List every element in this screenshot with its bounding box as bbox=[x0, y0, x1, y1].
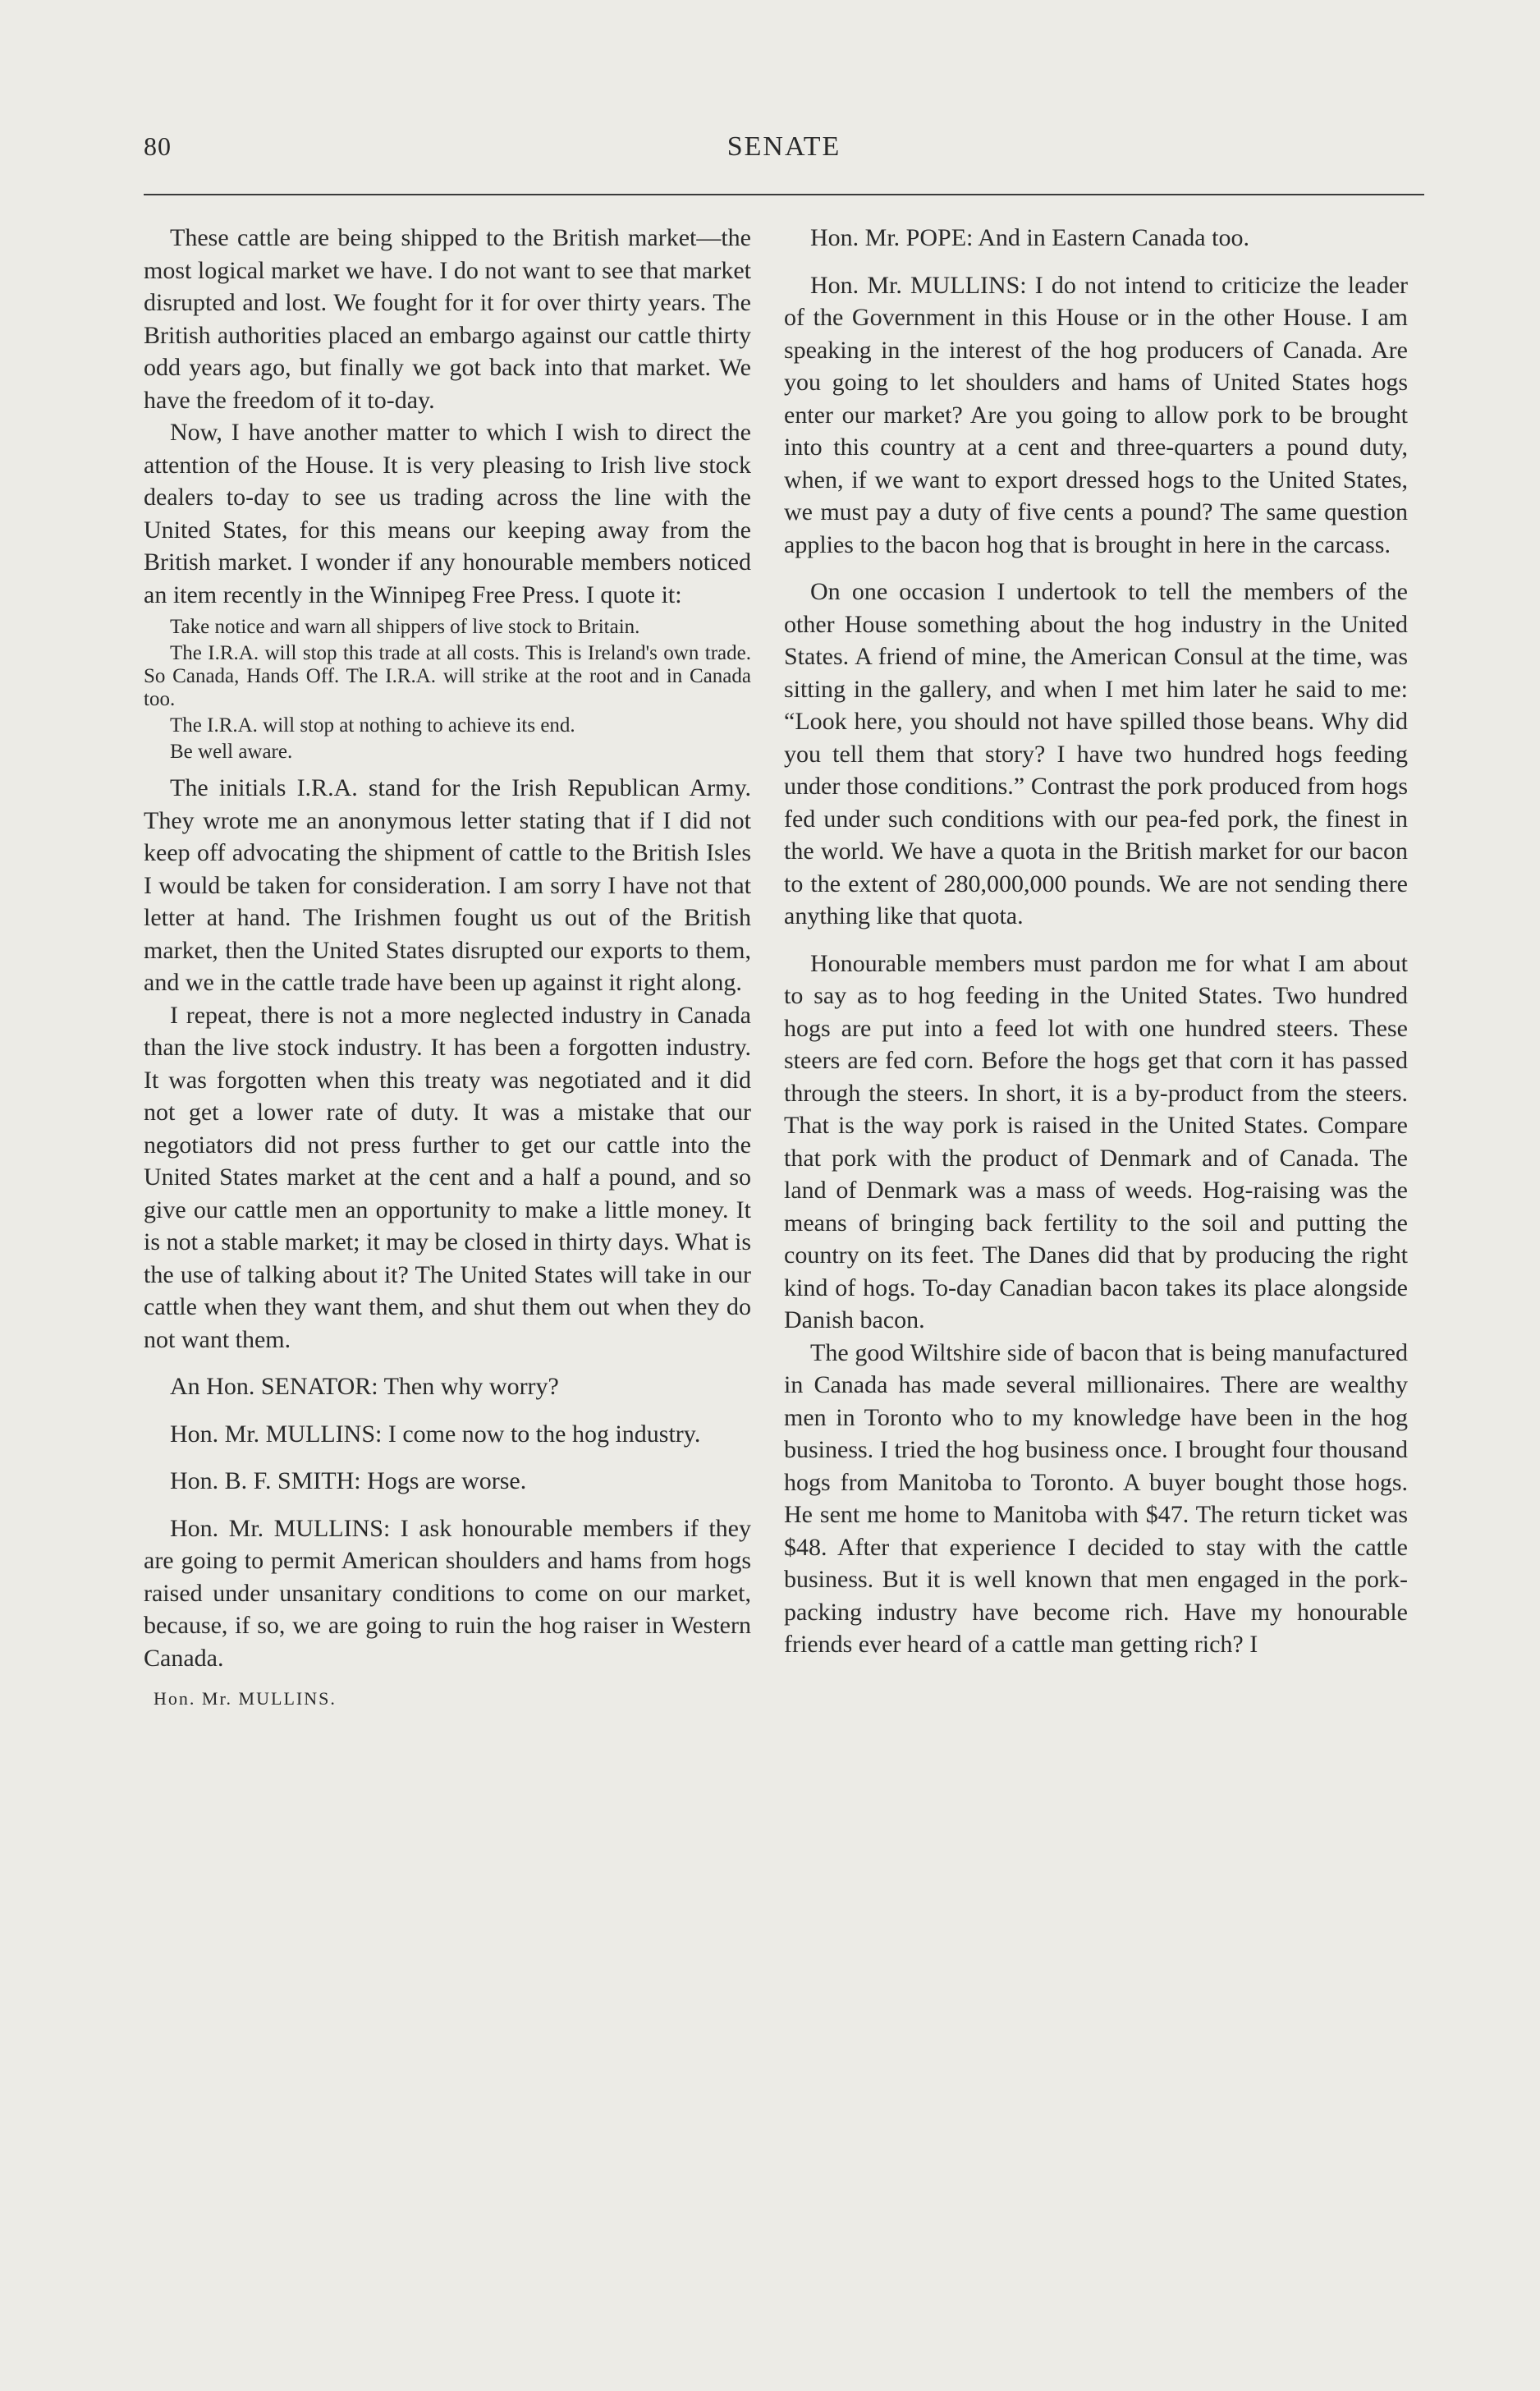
quote-line: The I.R.A. will stop at nothing to achieve its end. bbox=[170, 714, 575, 737]
left-column bbox=[144, 222, 751, 1715]
speech-line: Hon. Mr. MULLINS: I ask honourable members if they are going to permit American shoulders and hams from hogs raised under unsanitary conditions to come on our market, because, if so, we are going to ruin the hog raiser in Western Canada. bbox=[144, 1514, 751, 1672]
quote-line: Take notice and warn all shippers of live stock to Britain. bbox=[170, 616, 640, 638]
paragraph: I repeat, there is not a more neglected industry in Canada than the live stock industry. It has been a forgotten industry. It was forgotten when this treaty was negotiated and it did not get a lower rate of duty. It was a mistake that our negotiators did not press further to get our cattle into the United States market at the cent and a half a pound, and so give our cattle men an opportunity to make a little money. It is not a stable market; it may be closed in thirty days. What is the use of talking about it? The United States will take in our cattle when they want them, and shut them out when they do not want them. bbox=[144, 1001, 751, 1353]
speech-line: Hon. Mr. POPE: And in Eastern Canada too. bbox=[810, 224, 1249, 251]
speech-line: Hon. B. F. SMITH: Hogs are worse. bbox=[170, 1467, 527, 1494]
footer-speaker-name: Hon. Mr. MULLINS. bbox=[154, 1688, 337, 1709]
paragraph: Now, I have another matter to which I wish to direct the attention of the House. It is very pleasing to Irish live stock dealers to-day to see us trading across the line with the United States, for this means our keeping away from the British market. I wonder if any honourable members noticed an item recently in the Winnipeg Free Press. I quote it: bbox=[144, 419, 751, 608]
paragraph: The good Wiltshire side of bacon that is being manufactured in Canada has made several millionaires. There are wealthy men in Toronto who to my knowledge have been in the hog business. I tried the hog business once. I brought four thousand hogs from Manitoba to Toronto. A buyer bought those hogs. He sent me home to Manitoba with $47. The return ticket was $48. After that experience I decided to stay with the cattle business. But it is well known that men engaged in the pork-packing industry have become rich. Have my honourable friends ever heard of a cattle man getting rich? I bbox=[784, 1338, 1408, 1658]
paragraph: Honourable members must pardon me for what I am about to say as to hog feeding in the United States. Two hundred hogs are put into a feed lot with one hundred steers. These steers are fed corn. Before the hogs get that corn it has passed through the steers. In short, it is a by-product from the steers. That is the way pork is raised in the United States. Compare that pork with the product of Denmark and of Canada. The land of Denmark was a mass of weeds. Hog-raising was the means of bringing back fertility to the soil and putting the country on its feet. The Danes did that by producing the right kind of hogs. To-day Canadian bacon takes its place alongside Danish bacon. bbox=[784, 949, 1408, 1333]
right-column bbox=[784, 222, 1408, 1661]
quote-line: Be well aware. bbox=[170, 741, 293, 763]
paragraph: Hon. Mr. MULLINS: I do not intend to criticize the leader of the Government in this House or in the other House. I am speaking in the interest of the hog producers of Canada. Are you going to let shoulders and hams of United States hogs enter our market? Are you going to allow pork to be brought into this country at a cent and three-quarters a pound duty, when, if we want to export dressed hogs to the United States, we must pay a duty of five cents a pound? The same question applies to the bacon hog that is brought in here in the carcass. bbox=[784, 271, 1408, 558]
page-number: 80 bbox=[144, 131, 172, 161]
page-header bbox=[144, 131, 1424, 172]
quoted-notice bbox=[144, 616, 751, 764]
speech-line: An Hon. SENATOR: Then why worry? bbox=[170, 1373, 559, 1400]
paragraph: The initials I.R.A. stand for the Irish Republican Army. They wrote me an anonymous letter stating that if I did not keep off advocating the shipment of cattle to the British Isles I would be taken for consideration. I am sorry I have not that letter at hand. The Irishmen fought us out of the British market, then the United States disrupted our exports to them, and we in the cattle trade have been up against it right along. bbox=[144, 774, 751, 996]
paragraph: On one occasion I undertook to tell the members of the other House something about the hog industry in the United States. A friend of mine, the American Consul at the time, was sitting in the gallery, and when I met him later he said to me: “Look here, you should not have spilled those beans. Why did you tell them that story? I have two hundred hogs feeding under those conditions.” Contrast the pork produced from hogs fed under such conditions with our pea-fed pork, the finest in the world. We have a quota in the British market for our bacon to the extent of 280,000,000 pounds. We are not sending there anything like that quota. bbox=[784, 578, 1408, 929]
paragraph: These cattle are being shipped to the British market—the most logical market we have. I do not want to see that market disrupted and lost. We fought for it for over thirty years. The British authorities placed an embargo against our cattle thirty odd years ago, but finally we got back into that market. We have the freedom of it to-day. bbox=[144, 224, 751, 414]
running-head-title: SENATE bbox=[726, 131, 841, 162]
quote-line: The I.R.A. will stop this trade at all costs. This is Ireland's own trade. So Canada, Hands Off. The I.R.A. will strike at the root and in Canada too. bbox=[144, 642, 751, 710]
header-rule bbox=[144, 194, 1424, 195]
speech-line: Hon. Mr. MULLINS: I come now to the hog industry. bbox=[170, 1420, 701, 1448]
